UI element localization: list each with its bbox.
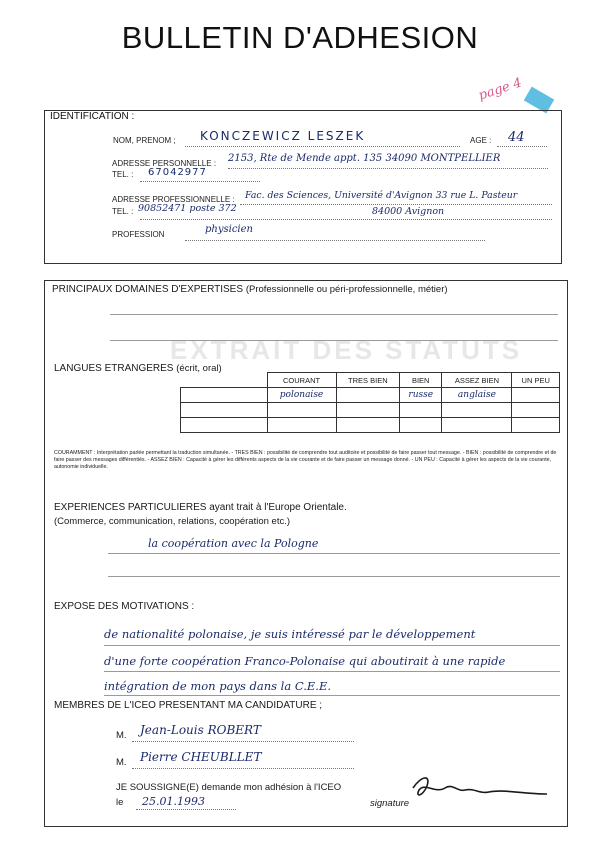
member-2-label: M.: [116, 757, 127, 768]
domaines-line-2[interactable]: [110, 340, 558, 341]
column-header: UN PEU: [512, 373, 560, 388]
motivations-line: [104, 645, 560, 646]
tel-pro-label: TEL. :: [112, 207, 134, 216]
langues-cell[interactable]: [512, 403, 560, 418]
ville-pro-value[interactable]: 84000 Avignon: [372, 206, 445, 217]
experiences-heading-rest: ayant trait à l'Europe Orientale.: [206, 502, 347, 513]
signature-mark[interactable]: [405, 768, 555, 804]
language-name-cell[interactable]: [181, 418, 268, 433]
domaines-line-1[interactable]: [110, 314, 558, 315]
adresse-pro-label: ADRESSE PROFESSIONNELLE :: [112, 195, 235, 204]
nom-line: [185, 146, 460, 147]
member-1-line: [132, 741, 354, 742]
tel-label: TEL. :: [112, 170, 134, 179]
langues-header-row: [181, 373, 560, 388]
member-2-line: [132, 768, 354, 769]
motivations-line: [104, 671, 560, 672]
column-header: COURANT: [267, 373, 336, 388]
column-header: TRES BIEN: [336, 373, 400, 388]
date-label: le: [116, 797, 124, 808]
langues-cell[interactable]: [442, 418, 512, 433]
nom-label: NOM, PRENOM ;: [113, 136, 176, 145]
domaines-heading: PRINCIPAUX DOMAINES D'EXPERTISES: [52, 284, 244, 295]
langues-corner-cell: [181, 373, 268, 388]
column-header: BIEN: [400, 373, 442, 388]
experiences-heading-row: [54, 502, 347, 513]
langues-row: [181, 388, 560, 403]
page-title: BULLETIN D'ADHESION: [121, 20, 479, 55]
adresse-perso-value[interactable]: 2153, Rte de Mende appt. 135 34090 MONTPELLIER: [228, 153, 501, 164]
experiences-subheading: (Commerce, communication, relations, coopération etc.): [54, 516, 291, 527]
langues-cell[interactable]: [267, 418, 336, 433]
domaines-heading-row: [52, 284, 448, 295]
identification-heading: IDENTIFICATION :: [50, 111, 135, 122]
motivations-line-text[interactable]: intégration de mon pays dans la C.E.E.: [104, 679, 332, 693]
member-2-name[interactable]: Pierre CHEUBLLET: [140, 750, 262, 764]
adresse-pro-line: [240, 204, 552, 205]
langues-cell[interactable]: russe: [400, 388, 442, 403]
langues-row: [181, 403, 560, 418]
langues-cell[interactable]: [336, 388, 400, 403]
adresse-perso-label: ADRESSE PERSONNELLE :: [112, 159, 217, 168]
langues-heading: LANGUES ETRANGERES: [54, 363, 174, 374]
experiences-line-2[interactable]: [108, 576, 560, 577]
language-name-cell[interactable]: [181, 403, 268, 418]
corner-note: page 4: [476, 75, 524, 104]
langues-cell[interactable]: [400, 403, 442, 418]
language-name-cell[interactable]: [181, 388, 268, 403]
motivations-line: [104, 695, 560, 696]
date-line: [136, 809, 236, 810]
nom-value[interactable]: KONCZEWICZ LESZEK: [200, 129, 366, 143]
adresse-perso-line: [228, 168, 548, 169]
langues-cell[interactable]: [442, 403, 512, 418]
show-through-text: EXTRAIT DES STATUTS: [170, 335, 523, 365]
experiences-value[interactable]: la coopération avec la Pologne: [148, 537, 319, 550]
langues-cell[interactable]: anglaise: [442, 388, 512, 403]
member-1-name[interactable]: Jean-Louis ROBERT: [140, 723, 261, 737]
langues-note: COURAMMENT : Interprétation parlée permettant la traduction simultanée. - TRES BIEN : possibilité de comprendre tout auditoire et possibilité de faire passer tout message. - BIEN : possibilité de comprendre et de faire passer des messages différentiés. - ASSEZ BIEN : Capacité à gérer les différents aspects de la vie courante et de faire passer un message donné. - UN PEU : Capacité à gérer les aspects de la vie courante, autonomie individuelle.: [54, 450, 557, 470]
adresse-pro-value[interactable]: Fac. des Sciences, Université d'Avignon 33 rue L. Pasteur: [245, 190, 518, 201]
profession-label: PROFESSION: [112, 230, 165, 239]
tel-line: [140, 181, 260, 182]
tel-value[interactable]: 67042977: [148, 167, 207, 178]
adhesion-statement: JE SOUSSIGNE(E) demande mon adhésion à l'ICEO: [116, 782, 342, 793]
langues-cell[interactable]: [267, 403, 336, 418]
membres-heading: MEMBRES DE L'ICEO PRESENTANT MA CANDIDATURE ;: [54, 700, 323, 711]
langues-cell[interactable]: [336, 418, 400, 433]
date-value[interactable]: 25.01.1993: [142, 795, 205, 808]
column-header: ASSEZ BIEN: [442, 373, 512, 388]
age-label: AGE :: [470, 136, 492, 145]
langues-cell[interactable]: [336, 403, 400, 418]
profession-line: [185, 240, 485, 241]
langues-heading-note: (écrit, oral): [176, 363, 222, 374]
tel-pro-line: [140, 219, 552, 220]
tel-pro-value[interactable]: 90852471 poste 372: [138, 203, 237, 214]
langues-row: [181, 418, 560, 433]
motivations-line-text[interactable]: de nationalité polonaise, je suis intéressé par le développement: [104, 627, 476, 641]
age-value[interactable]: 44: [508, 130, 525, 145]
langues-table: [180, 372, 560, 433]
age-line: [497, 146, 547, 147]
langues-cell[interactable]: [400, 418, 442, 433]
langues-cell[interactable]: [512, 418, 560, 433]
langues-cell[interactable]: [512, 388, 560, 403]
langues-cell[interactable]: polonaise: [267, 388, 336, 403]
member-1-label: M.: [116, 730, 127, 741]
experiences-heading-bold: EXPERIENCES PARTICULIERES: [54, 502, 207, 513]
domaines-heading-note: (Professionnelle ou péri-professionnelle, métier): [245, 284, 448, 295]
signature-label: signature: [370, 798, 410, 809]
motivations-line-text[interactable]: d'une forte coopération Franco-Polonaise qui aboutirait à une rapide: [104, 654, 506, 668]
experiences-line-1: [108, 553, 560, 554]
profession-value[interactable]: physicien: [205, 224, 253, 235]
motivations-heading: EXPOSE DES MOTIVATIONS :: [54, 601, 195, 612]
